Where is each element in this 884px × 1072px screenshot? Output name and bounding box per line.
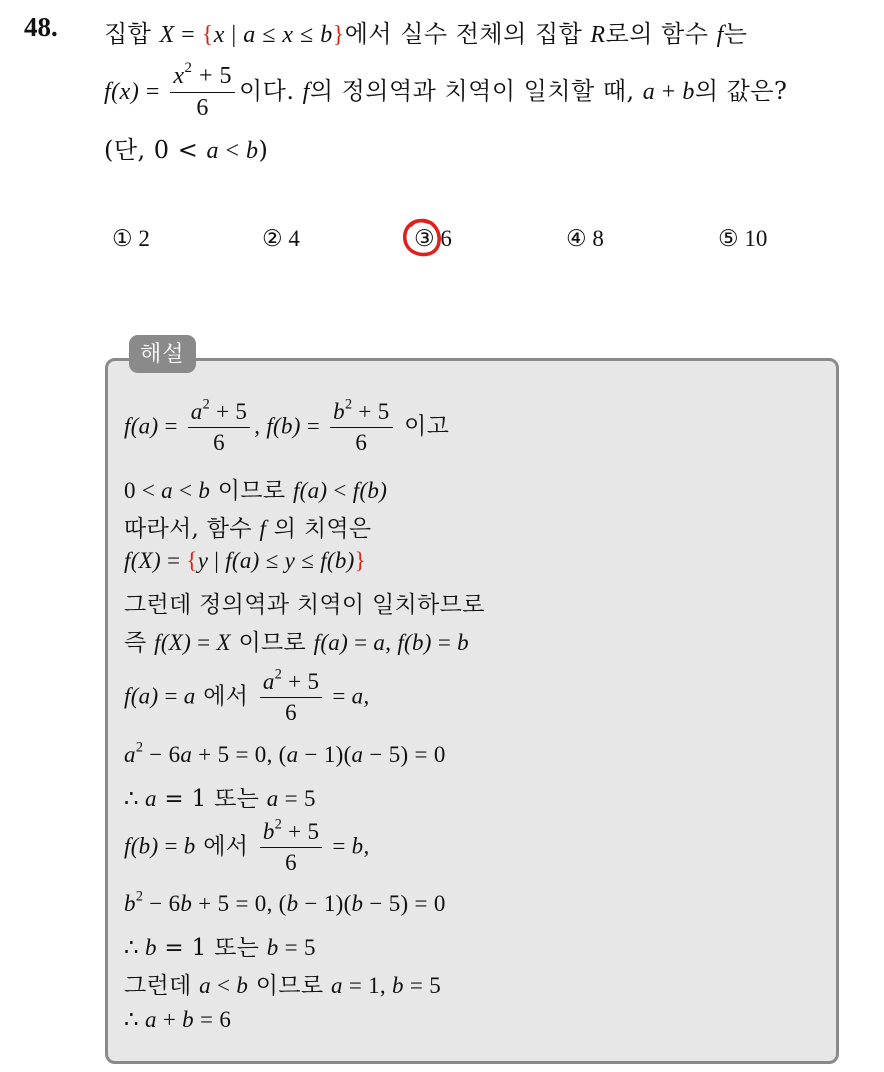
solution-line-9: ∴ a = 1 또는 a = 5 (124, 786, 316, 812)
question-line-2: f(x) = $\frac{x^2 + 5}{6}$ 이다. f의 정의역과 치역이 일치할 때, a + b의 값은? (104, 59, 788, 122)
fraction: $\frac{a^2 + 5}{6}$ (260, 670, 322, 725)
solution-line-3: 따라서, 함수 f 의 치역은 (124, 516, 372, 542)
question-line-1: 집합 X = {x | a ≤ x ≤ b}에서 실수 전체의 집합 R로의 함수 f는 (104, 20, 748, 48)
choice-3[interactable]: ③ 6 (414, 226, 452, 251)
fraction: $\frac{b^2 + 5}{6}$ (330, 400, 392, 455)
set-brace-open: { (201, 22, 214, 48)
choice-2[interactable]: ② 4 (262, 226, 300, 251)
solution-line-7: f(a) = a 에서 $\frac{a^2 + 5}{6}$ = a, (124, 666, 370, 726)
solution-line-1: f(a) = $\frac{a^2 + 5}{6}$ , f(b) = $\frac{b^2 + 5}{6}$ 이고 (124, 396, 450, 456)
answer-circle-mark (401, 216, 443, 260)
solution-line-6: 즉 f(X) = X 이므로 f(a) = a, f(b) = b (124, 630, 469, 656)
solution-line-10: f(b) = b 에서 $\frac{b^2 + 5}{6}$ = b, (124, 816, 370, 876)
set-brace-close: } (332, 22, 345, 48)
solution-line-13: 그런데 a < b 이므로 a = 1, b = 5 (124, 973, 442, 999)
choice-5[interactable]: ⑤ 10 (718, 226, 768, 251)
solution-line-2: 0 < a < b 이므로 f(a) < f(b) (124, 478, 388, 504)
solution-tag: 해설 (129, 335, 196, 373)
fraction: $\frac{x^2 + 5}{6}$ (170, 64, 235, 121)
solution-line-11: $b^2 - 6b + 5 = 0$, (b − 1)(b − 5) = 0 (124, 888, 446, 916)
question-number: 48. (24, 12, 58, 42)
question-condition: (단, 0 < a < b) (104, 136, 269, 164)
solution-line-5: 그런데 정의역과 치역이 일치하므로 (124, 592, 485, 618)
fraction: $\frac{b^2 + 5}{6}$ (260, 820, 322, 875)
solution-line-4: f(X) = {y | f(a) ≤ y ≤ f(b)} (124, 548, 366, 573)
fraction: $\frac{a^2 + 5}{6}$ (188, 400, 250, 455)
choice-4[interactable]: ④ 8 (566, 226, 604, 251)
choice-1[interactable]: ① 2 (112, 226, 150, 251)
solution-line-14: ∴ a + b = 6 (124, 1007, 232, 1032)
solution-line-12: ∴ b = 1 또는 b = 5 (124, 935, 316, 961)
solution-line-8: $a^2 - 6a + 5 = 0$, (a − 1)(a − 5) = 0 (124, 739, 446, 767)
